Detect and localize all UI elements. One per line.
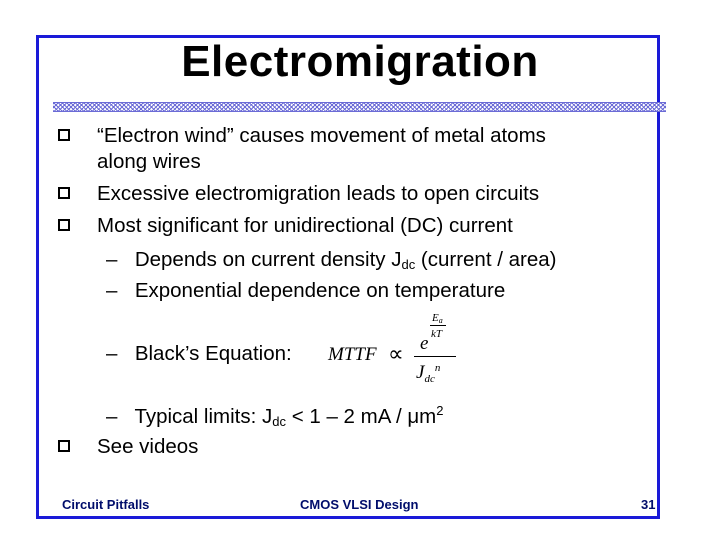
denominator-sup: n <box>434 362 441 374</box>
footer-left: Circuit Pitfalls <box>62 497 150 512</box>
bullet-electron-wind <box>97 126 546 147</box>
denominator-j: J <box>416 362 425 383</box>
bullet-text: “Electron wind” causes movement of metal atoms <box>97 124 546 147</box>
sub-bullet-text: Exponential dependence on temperature <box>134 279 506 302</box>
sub-bullet-text-mid: < 1 – 2 mA / <box>286 405 408 428</box>
mu-symbol: μ <box>407 405 420 428</box>
sub-bullet-current-density <box>106 250 556 271</box>
sub-bullet-text-end: (current / area) <box>415 248 557 271</box>
sub-bullet-text: Depends on current density J <box>134 248 402 271</box>
denominator-sub: dc <box>424 373 435 385</box>
equation-denominator <box>416 362 440 384</box>
footer-center: CMOS VLSI Design <box>300 497 419 512</box>
sub-bullet-blacks-equation <box>106 344 292 365</box>
dash: – <box>106 405 118 428</box>
dash: – <box>106 248 118 271</box>
bullet-electron-wind-cont <box>97 152 201 173</box>
bullet-dc-current: Most significant for unidirectional (DC) current <box>97 214 513 237</box>
sub-bullet-typical-limits <box>106 403 444 429</box>
bullet-see-videos: See videos <box>97 435 199 458</box>
bullet-open-circuits: Excessive electromigration leads to open circuits <box>97 182 540 205</box>
exponent-numerator <box>432 312 443 324</box>
sub-bullet-text: Black’s Equation: <box>134 342 292 365</box>
checkbox-bullet-icon <box>58 440 70 452</box>
equation-proportional: ∝ <box>388 341 404 366</box>
superscript: 2 <box>436 403 444 418</box>
slide-title: Electromigration <box>181 37 539 86</box>
exp-top-e: E <box>432 312 439 324</box>
bullet-text: along wires <box>97 150 201 173</box>
dash: – <box>106 342 118 365</box>
sub-bullet-text: Typical limits: J <box>134 405 273 428</box>
subscript: dc <box>272 414 286 429</box>
exponent-fraction-bar <box>430 325 446 326</box>
checkbox-bullet-icon <box>58 129 70 141</box>
equation-lhs: MTTF <box>328 344 377 365</box>
exp-top-sub: a <box>438 316 443 325</box>
equation-fraction-bar <box>414 356 456 357</box>
title-divider <box>53 102 666 112</box>
subscript: dc <box>401 257 416 272</box>
checkbox-bullet-icon <box>58 187 70 199</box>
dash: – <box>106 279 118 302</box>
sub-bullet-temperature <box>106 281 505 302</box>
exponent-denominator: kT <box>431 328 442 340</box>
unit: m <box>419 405 437 428</box>
checkbox-bullet-icon <box>58 219 70 231</box>
page-number: 31 <box>641 497 656 512</box>
equation-base-e: e <box>420 333 429 354</box>
